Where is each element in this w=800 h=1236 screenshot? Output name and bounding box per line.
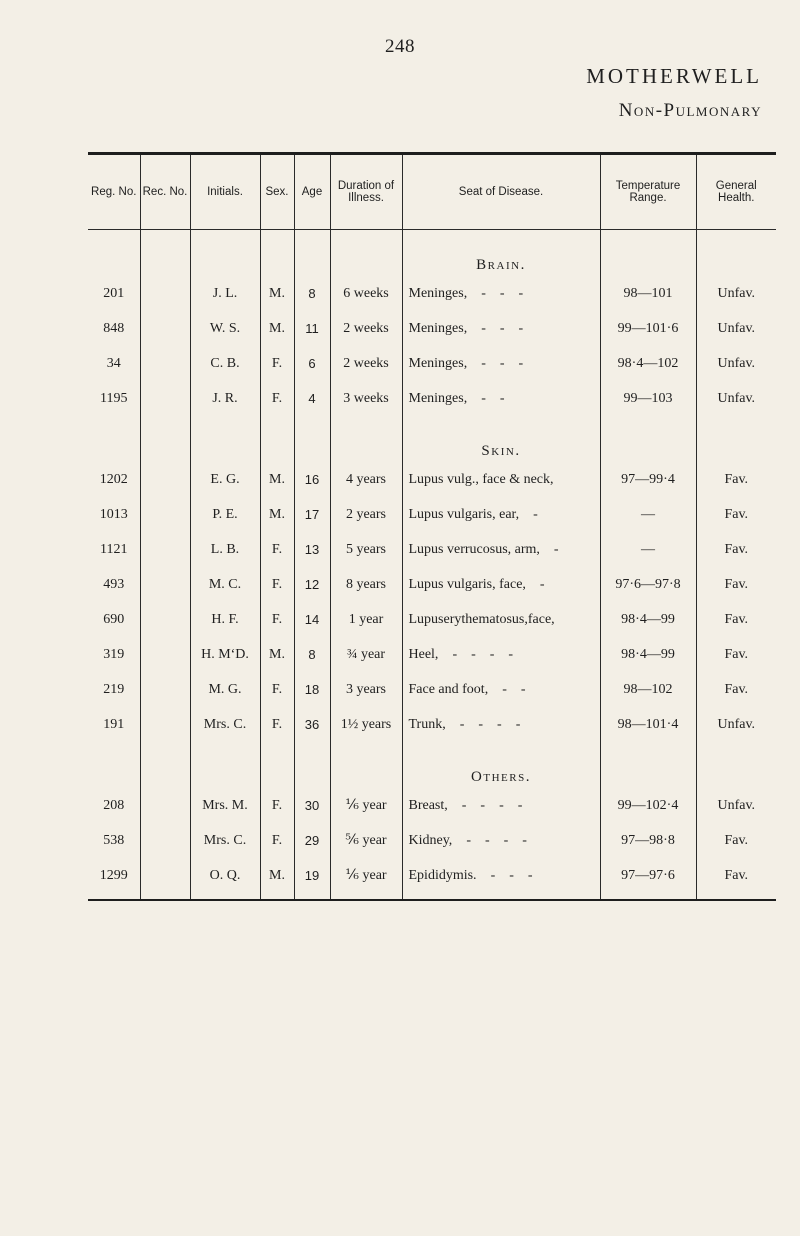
cell-rec-no xyxy=(140,788,190,823)
cell-age: 4 xyxy=(294,381,330,416)
cell-rec-no xyxy=(140,311,190,346)
cell-age: 17 xyxy=(294,497,330,532)
cell-health: Unfav. xyxy=(696,707,776,742)
seat-text: Meninges, xyxy=(408,320,468,336)
cell-rec-no xyxy=(140,567,190,602)
section-empty-cell xyxy=(190,230,260,277)
cell-seat xyxy=(402,381,600,416)
cell-rec-no xyxy=(140,346,190,381)
cell-seat xyxy=(402,672,600,707)
cell-reg-no: 848 xyxy=(103,320,125,336)
seat-text: Epididymis. xyxy=(408,867,477,883)
spacer-cell xyxy=(696,893,776,899)
spacer-cell xyxy=(260,893,294,899)
cell-duration: 2 weeks xyxy=(330,311,402,346)
table-header xyxy=(88,155,776,230)
cell-reg-no: 34 xyxy=(106,355,121,371)
section-empty-cell xyxy=(600,230,696,277)
section-empty-cell xyxy=(140,742,190,788)
header-seat: Seat of Disease. xyxy=(402,155,600,230)
cell-initials: M. G. xyxy=(190,672,260,707)
cell-initials: J. L. xyxy=(190,276,260,311)
cell-age: 11 xyxy=(294,311,330,346)
seat-text: Breast, xyxy=(408,797,448,813)
cell-health: Fav. xyxy=(696,567,776,602)
cell-sex: M. xyxy=(260,497,294,532)
cell-health: Fav. xyxy=(696,602,776,637)
seat-text: Lupus vulgaris, face, xyxy=(408,576,526,592)
cell-temperature: 99—102·4 xyxy=(600,788,696,823)
table-row xyxy=(88,858,776,893)
table-row xyxy=(88,346,776,381)
cell-rec-no xyxy=(140,276,190,311)
spacer-cell xyxy=(600,893,696,899)
cell-initials: J. R. xyxy=(190,381,260,416)
section-empty-cell xyxy=(600,416,696,462)
leader-dots: - xyxy=(539,576,545,592)
cell-initials: H. M‘D. xyxy=(190,637,260,672)
table-row xyxy=(88,823,776,858)
cell-age: 14 xyxy=(294,602,330,637)
leader-dots: - - - xyxy=(481,320,524,336)
cell-reg-no: 538 xyxy=(103,832,125,848)
spacer-cell xyxy=(140,893,190,899)
spacer-cell xyxy=(88,893,140,899)
section-empty-cell xyxy=(140,416,190,462)
cell-seat xyxy=(402,823,600,858)
cell-rec-no xyxy=(140,532,190,567)
table-row xyxy=(88,311,776,346)
cell-initials: Mrs. C. xyxy=(190,823,260,858)
cell-temperature: 97—98·8 xyxy=(600,823,696,858)
cell-duration: 8 years xyxy=(330,567,402,602)
section-title: Brain. xyxy=(402,230,600,277)
header-rec-no: Rec. No. xyxy=(140,155,190,230)
header-initials: Initials. xyxy=(190,155,260,230)
section-row xyxy=(88,230,776,277)
cell-reg-no: 319 xyxy=(103,646,125,662)
spacer-cell xyxy=(330,893,402,899)
cell-initials: H. F. xyxy=(190,602,260,637)
leader-dots: - xyxy=(533,506,538,522)
cell-initials: P. E. xyxy=(190,497,260,532)
leader-dots: - - xyxy=(481,390,505,406)
spacer-cell xyxy=(190,893,260,899)
cell-sex: F. xyxy=(260,532,294,567)
section-empty-cell xyxy=(88,416,140,462)
cell-duration: ¾ year xyxy=(330,637,402,672)
cell-temperature: 97—97·6 xyxy=(600,858,696,893)
cell-duration: 1 year xyxy=(330,602,402,637)
table-row xyxy=(88,672,776,707)
section-empty-cell xyxy=(696,416,776,462)
cell-initials: Mrs. C. xyxy=(190,707,260,742)
seat-text: Trunk, xyxy=(408,716,446,732)
header-age: Age xyxy=(294,155,330,230)
cell-reg-no: 208 xyxy=(103,797,125,813)
cell-reg-no: 201 xyxy=(103,285,125,301)
cell-sex: F. xyxy=(260,788,294,823)
leader-dots: - - - - xyxy=(461,797,523,813)
cell-temperature: 99—101·6 xyxy=(600,311,696,346)
cell-rec-no xyxy=(140,672,190,707)
seat-text: Lupus verrucosus, arm, xyxy=(408,541,540,557)
cell-age: 8 xyxy=(294,637,330,672)
table-row xyxy=(88,637,776,672)
cell-initials: L. B. xyxy=(190,532,260,567)
section-empty-cell xyxy=(294,742,330,788)
leader-dots: - - - - xyxy=(459,716,521,732)
section-empty-cell xyxy=(260,416,294,462)
cell-age: 18 xyxy=(294,672,330,707)
cell-rec-no xyxy=(140,602,190,637)
cell-age: 12 xyxy=(294,567,330,602)
cell-duration: 3 years xyxy=(330,672,402,707)
cell-reg-no: 191 xyxy=(103,716,125,732)
section-empty-cell xyxy=(190,416,260,462)
cell-seat xyxy=(402,602,600,637)
page-heading: MOTHERWELL xyxy=(586,64,762,88)
table-row xyxy=(88,788,776,823)
cell-temperature: 98—101 xyxy=(600,276,696,311)
cell-duration: ⅙ year xyxy=(330,858,402,893)
table-row xyxy=(88,497,776,532)
cell-duration: ⅚ year xyxy=(330,823,402,858)
cell-rec-no xyxy=(140,858,190,893)
section-empty-cell xyxy=(600,742,696,788)
cell-initials: O. Q. xyxy=(190,858,260,893)
cell-rec-no xyxy=(140,497,190,532)
header-reg-no: Reg. No. xyxy=(88,155,140,230)
cell-age: 6 xyxy=(294,346,330,381)
cell-health: Fav. xyxy=(696,823,776,858)
cell-rec-no xyxy=(140,707,190,742)
cell-sex: M. xyxy=(260,311,294,346)
cell-age: 8 xyxy=(294,276,330,311)
leader-dots: - - xyxy=(502,681,526,697)
cell-initials: E. G. xyxy=(190,462,260,497)
cell-health: Unfav. xyxy=(696,276,776,311)
leader-dots: - xyxy=(553,541,559,557)
cell-seat xyxy=(402,532,600,567)
cell-reg-no: 1299 xyxy=(99,867,128,883)
table-row xyxy=(88,707,776,742)
cell-health: Unfav. xyxy=(696,311,776,346)
section-empty-cell xyxy=(294,416,330,462)
seat-text: Meninges, xyxy=(408,285,468,301)
section-empty-cell xyxy=(696,230,776,277)
cell-temperature: 98·4—99 xyxy=(600,602,696,637)
cell-initials: C. B. xyxy=(190,346,260,381)
cell-sex: F. xyxy=(260,672,294,707)
cell-initials: M. C. xyxy=(190,567,260,602)
section-empty-cell xyxy=(190,742,260,788)
cell-temperature: 99—103 xyxy=(600,381,696,416)
cell-duration: 4 years xyxy=(330,462,402,497)
cell-sex: F. xyxy=(260,823,294,858)
cell-sex: M. xyxy=(260,858,294,893)
cell-duration: 3 weeks xyxy=(330,381,402,416)
seat-text: Meninges, xyxy=(408,390,468,406)
seat-text: Kidney, xyxy=(408,832,453,848)
leader-dots: - - - xyxy=(490,867,533,883)
section-empty-cell xyxy=(260,230,294,277)
cell-sex: M. xyxy=(260,276,294,311)
header-sex: Sex. xyxy=(260,155,294,230)
seat-text: Lupuserythematosus,face, xyxy=(408,611,555,627)
cell-temperature: — xyxy=(600,532,696,567)
seat-text: Meninges, xyxy=(408,355,468,371)
table-row xyxy=(88,532,776,567)
cell-health: Fav. xyxy=(696,462,776,497)
section-empty-cell xyxy=(330,416,402,462)
cell-rec-no xyxy=(140,637,190,672)
table-body xyxy=(88,230,776,900)
cell-sex: M. xyxy=(260,637,294,672)
page-number: 248 xyxy=(385,36,415,57)
section-empty-cell xyxy=(88,742,140,788)
cell-health: Fav. xyxy=(696,637,776,672)
cell-seat xyxy=(402,462,600,497)
seat-text: Lupus vulgaris, ear, xyxy=(408,506,520,522)
header-duration: Duration of Illness. xyxy=(330,155,402,230)
cell-seat xyxy=(402,276,600,311)
cell-age: 36 xyxy=(294,707,330,742)
cases-table-container xyxy=(88,152,776,901)
table-row xyxy=(88,602,776,637)
leader-dots: - - - xyxy=(481,355,524,371)
section-empty-cell xyxy=(696,742,776,788)
cell-health: Fav. xyxy=(696,497,776,532)
cell-age: 16 xyxy=(294,462,330,497)
table-spacer-row xyxy=(88,893,776,899)
cell-temperature: 97·6—97·8 xyxy=(600,567,696,602)
cell-sex: F. xyxy=(260,346,294,381)
spacer-cell xyxy=(294,893,330,899)
cell-seat xyxy=(402,858,600,893)
cell-temperature: 98—101·4 xyxy=(600,707,696,742)
section-title: Others. xyxy=(402,742,600,788)
cell-reg-no: 1121 xyxy=(100,541,128,557)
cell-sex: F. xyxy=(260,707,294,742)
cell-age: 30 xyxy=(294,788,330,823)
spacer-cell xyxy=(402,893,600,899)
cell-health: Unfav. xyxy=(696,346,776,381)
cell-temperature: — xyxy=(600,497,696,532)
cell-seat xyxy=(402,707,600,742)
cell-reg-no: 493 xyxy=(103,576,125,592)
cell-health: Fav. xyxy=(696,532,776,567)
section-empty-cell xyxy=(260,742,294,788)
header-temperature: Temperature Range. xyxy=(600,155,696,230)
cell-rec-no xyxy=(140,462,190,497)
leader-dots: - - - - xyxy=(466,832,527,848)
cell-seat xyxy=(402,637,600,672)
cell-reg-no: 219 xyxy=(103,681,125,697)
seat-text: Heel, xyxy=(408,646,439,662)
section-empty-cell xyxy=(140,230,190,277)
seat-text: Lupus vulg., face & neck, xyxy=(408,471,554,487)
cell-duration: 1½ years xyxy=(330,707,402,742)
cell-initials: Mrs. M. xyxy=(190,788,260,823)
table-row xyxy=(88,462,776,497)
cases-table xyxy=(88,155,776,899)
cell-reg-no: 1013 xyxy=(99,506,128,522)
cell-duration: 2 weeks xyxy=(330,346,402,381)
section-title: Skin. xyxy=(402,416,600,462)
cell-health: Unfav. xyxy=(696,788,776,823)
cell-seat xyxy=(402,346,600,381)
cell-age: 29 xyxy=(294,823,330,858)
cell-sex: F. xyxy=(260,381,294,416)
cell-temperature: 98·4—102 xyxy=(600,346,696,381)
cell-rec-no xyxy=(140,823,190,858)
leader-dots: - - - - xyxy=(452,646,514,662)
cell-age: 19 xyxy=(294,858,330,893)
cell-duration: 6 weeks xyxy=(330,276,402,311)
section-row xyxy=(88,416,776,462)
cell-health: Fav. xyxy=(696,672,776,707)
section-empty-cell xyxy=(330,230,402,277)
page-subheading: Non-Pulmonary xyxy=(618,100,762,121)
cell-seat xyxy=(402,311,600,346)
section-row xyxy=(88,742,776,788)
cell-duration: ⅙ year xyxy=(330,788,402,823)
table-row xyxy=(88,567,776,602)
cell-health: Unfav. xyxy=(696,381,776,416)
cell-sex: F. xyxy=(260,567,294,602)
section-empty-cell xyxy=(88,230,140,277)
seat-text: Face and foot, xyxy=(408,681,489,697)
section-empty-cell xyxy=(294,230,330,277)
cell-sex: F. xyxy=(260,602,294,637)
cell-temperature: 98·4—99 xyxy=(600,637,696,672)
cell-initials: W. S. xyxy=(190,311,260,346)
header-health: General Health. xyxy=(696,155,776,230)
cell-reg-no: 1195 xyxy=(100,390,128,406)
cell-seat xyxy=(402,497,600,532)
table-row xyxy=(88,381,776,416)
section-empty-cell xyxy=(330,742,402,788)
cell-duration: 5 years xyxy=(330,532,402,567)
cell-age: 13 xyxy=(294,532,330,567)
cell-seat xyxy=(402,567,600,602)
cell-seat xyxy=(402,788,600,823)
cell-reg-no: 1202 xyxy=(99,471,128,487)
cell-health: Fav. xyxy=(696,858,776,893)
table-row xyxy=(88,276,776,311)
leader-dots: - - - xyxy=(481,285,524,301)
cell-sex: M. xyxy=(260,462,294,497)
cell-reg-no: 690 xyxy=(103,611,125,627)
cell-temperature: 98—102 xyxy=(600,672,696,707)
cell-temperature: 97—99·4 xyxy=(600,462,696,497)
cell-duration: 2 years xyxy=(330,497,402,532)
cell-rec-no xyxy=(140,381,190,416)
